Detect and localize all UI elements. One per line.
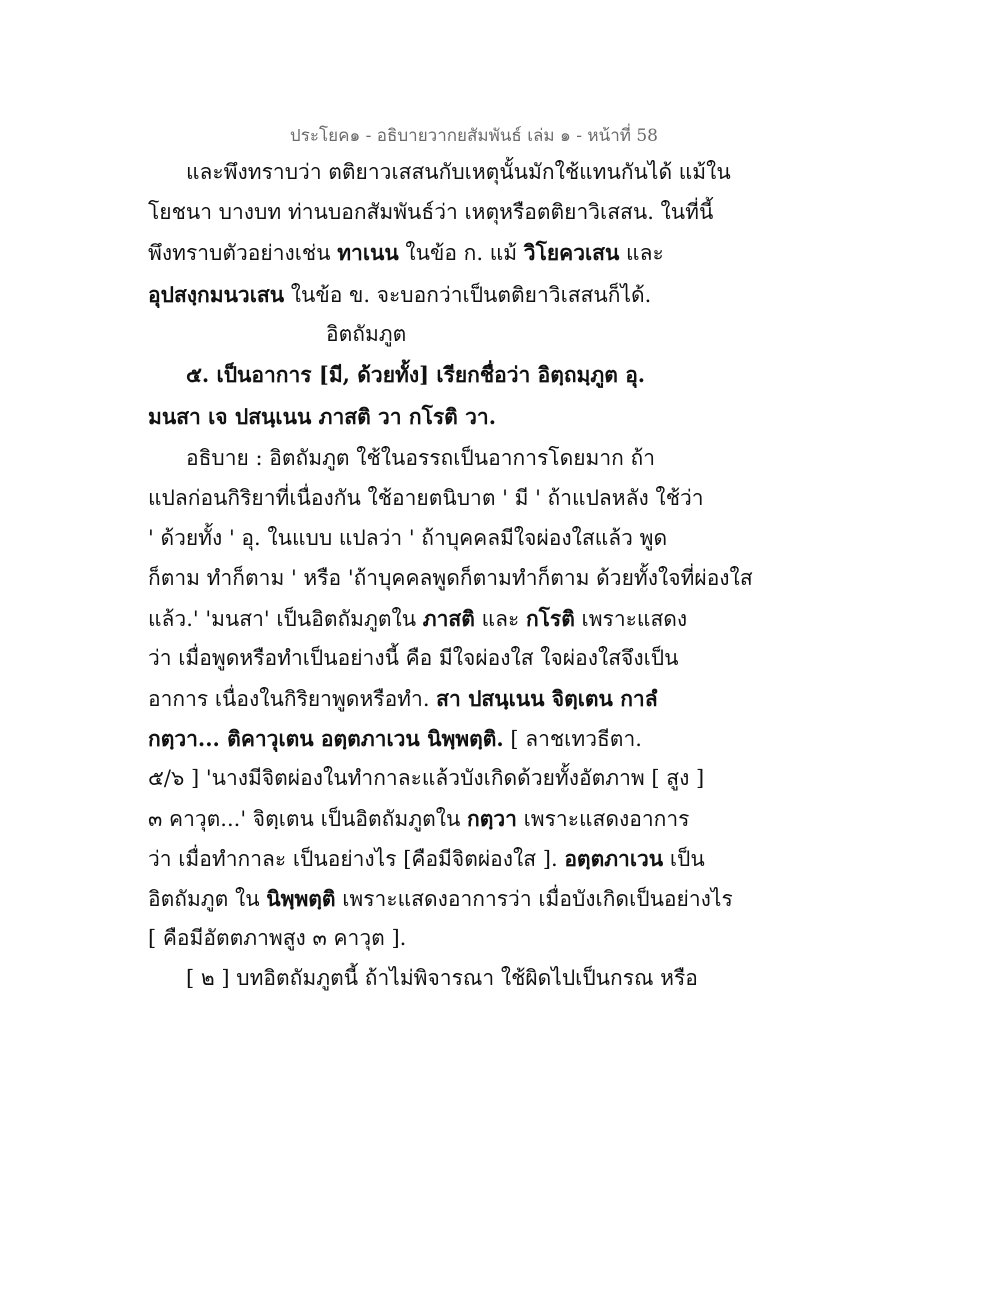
text-segment: และ [474, 607, 526, 631]
text-line [148, 200, 713, 225]
bold-term: กโรติ [525, 606, 575, 631]
text-segment: พึงทราบตัวอย่างเช่น [148, 241, 338, 265]
text-line [148, 526, 667, 551]
text-segment: แปลก่อนกิริยาที่เนื่องกัน ใช้อายตนิบาต ' มี ' ถ้าแปลหลัง ใช้ว่า [148, 486, 704, 510]
text-segment: ในข้อ ข. จะบอกว่าเป็นตติยาวิเสสนก็ได้. [284, 283, 652, 307]
bold-term: นิพฺพตฺติ [266, 886, 336, 911]
bold-term: มนสา เจ ปสนฺเนน ภาสติ วา กโรติ วา. [148, 404, 497, 429]
bold-term: กตฺวา [467, 806, 517, 831]
bold-term: ๕. เป็นอาการ [มี, ด้วยทั้ง] เรียกชื่อว่า อิตฺถมฺภูต อุ. [186, 362, 646, 387]
bold-term: อตฺตภาเวน [564, 846, 664, 871]
text-segment: อธิบาย : อิตถัมภูต ใช้ในอรรถเป็นอาการโดยมาก ถ้า [186, 446, 656, 470]
text-segment: ว่า เมื่อพูดหรือทำเป็นอย่างนี้ คือ มีใจผ่องใส ใจผ่องใสจึงเป็น [148, 646, 679, 670]
text-line [186, 160, 731, 185]
text-line [148, 846, 705, 872]
text-segment: ว่า เมื่อทำกาละ เป็นอย่างไร [คือมีจิตผ่องใส ]. [148, 847, 565, 871]
text-line [148, 486, 704, 511]
text-segment: และ [619, 241, 664, 265]
bold-term: ภาสติ [422, 606, 475, 631]
bold-term: ทาเนน [337, 240, 399, 265]
text-line [148, 686, 658, 712]
bold-term: สา ปสนฺเนน จิตฺเตน กาลํ [436, 686, 658, 711]
text-line [148, 766, 704, 791]
section-heading [326, 322, 406, 347]
text-segment: ' ด้วยทั้ง ' อุ. ในแบบ แปลว่า ' ถ้าบุคคลมีใจผ่องใสแล้ว พูด [148, 526, 668, 550]
text-line [148, 886, 733, 912]
text-line [148, 566, 753, 591]
example-sentence [148, 404, 496, 430]
text-line [148, 606, 687, 632]
text-segment: แล้ว.' 'มนสา' เป็นอิตถัมภูตใน [148, 607, 423, 631]
bold-term: กตฺวา... ติคาวุเตน อตฺตภาเวน นิพฺพตฺติ. [148, 726, 504, 751]
rule-statement [186, 362, 645, 388]
text-segment: [ คือมีอัตตภาพสูง ๓ คาวุต ]. [148, 926, 407, 950]
text-line [186, 446, 655, 471]
text-segment: ก็ตาม ทำก็ตาม ' หรือ 'ถ้าบุคคลพูดก็ตามทำก็ตาม ด้วยทั้งใจที่ผ่องใส [148, 566, 753, 590]
text-segment: อิตถัมภูต ใน [148, 887, 267, 911]
text-segment: [ ลาชเทวธีตา. [503, 727, 642, 751]
page-header: ประโยค๑ - อธิบายวากยสัมพันธ์ เล่ม ๑ - หน้าที่ 58 [289, 126, 658, 146]
text-line [148, 806, 689, 832]
text-line [148, 240, 664, 266]
text-line [186, 966, 698, 991]
text-segment: และพึงทราบว่า ตติยาวเสสนกับเหตุนั้นมักใช้แทนกันได้ แม้ใน [186, 160, 731, 184]
text-segment: โยชนา บางบท ท่านบอกสัมพันธ์ว่า เหตุหรือตติยาวิเสสน. ในที่นี้ [148, 200, 714, 224]
text-segment: เพราะแสดงอาการว่า เมื่อบังเกิดเป็นอย่างไร [335, 887, 733, 911]
text-segment: เพราะแสดง [574, 607, 688, 631]
text-line [148, 282, 651, 308]
text-segment: อิตถัมภูต [326, 322, 407, 346]
text-segment: อาการ เนื่องในกิริยาพูดหรือทำ. [148, 687, 437, 711]
text-line [148, 726, 642, 752]
text-segment: ๓ คาวุต...' จิตฺเตน เป็นอิตถัมภูตใน [148, 807, 467, 831]
text-line [148, 926, 406, 951]
text-segment: ในข้อ ก. แม้ [398, 241, 524, 265]
text-segment: เป็น [663, 847, 705, 871]
bold-term: อุปสงฺกมนวเสน [148, 282, 285, 307]
text-segment: เพราะแสดงอาการ [516, 807, 690, 831]
bold-term: วิโยควเสน [523, 240, 620, 265]
text-segment: [ ๒ ] บทอิตถัมภูตนี้ ถ้าไม่พิจารณา ใช้ผิดไปเป็นกรณ หรือ [186, 966, 698, 990]
text-line [148, 646, 678, 671]
text-segment: ๕/๖ ] 'นางมีจิตผ่องในทำกาละแล้วบังเกิดด้วยทั้งอัตภาพ [ สูง ] [148, 766, 705, 790]
